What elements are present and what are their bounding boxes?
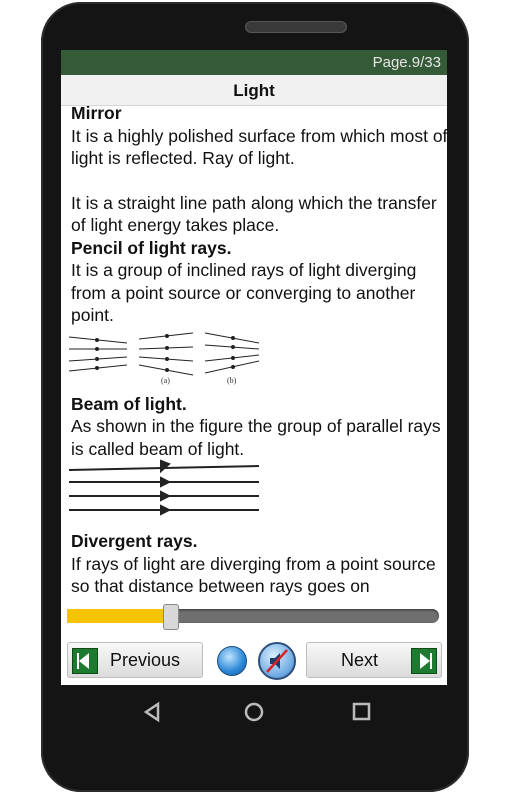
text-divergent: If rays of light are diverging from a point source so that distance between rays goes on bbox=[71, 553, 436, 596]
heading-pencil: Pencil of light rays. bbox=[71, 237, 232, 258]
next-arrow-icon bbox=[411, 648, 437, 674]
heading-mirror: Mirror bbox=[71, 103, 122, 123]
heading-divergent: Divergent rays. bbox=[71, 531, 198, 551]
page-title: Light bbox=[61, 75, 447, 106]
heading-beam: Beam of light. bbox=[71, 393, 187, 414]
text-ray-of-light: It is a straight line path along which the transfer of light energy takes place. bbox=[71, 192, 437, 235]
text-mirror: It is a highly polished surface from which most of light is reflected. Ray of light. bbox=[71, 125, 448, 168]
text-pencil: It is a group of inclined rays of light diverging from a point source or converging to another point. bbox=[71, 260, 417, 325]
app-screen bbox=[61, 50, 447, 685]
home-icon[interactable] bbox=[246, 704, 262, 720]
back-icon[interactable] bbox=[146, 704, 158, 720]
globe-icon[interactable] bbox=[217, 646, 247, 676]
beam-of-light-figure bbox=[69, 464, 269, 522]
status-bar bbox=[61, 50, 447, 75]
figure-label-b: (b) bbox=[227, 375, 237, 385]
system-navigation-bar bbox=[61, 685, 447, 740]
progress-fill bbox=[67, 609, 167, 623]
text-beam: As shown in the figure the group of parallel rays is called beam of light. bbox=[71, 416, 441, 459]
speaker-grille bbox=[245, 21, 347, 33]
previous-label: Previous bbox=[110, 650, 181, 670]
slider-thumb[interactable] bbox=[163, 604, 179, 630]
page-indicator: Page.9/33 bbox=[372, 54, 441, 71]
previous-arrow-icon bbox=[72, 648, 98, 674]
next-button[interactable] bbox=[306, 642, 442, 678]
page-progress-slider[interactable] bbox=[67, 609, 439, 623]
bottom-controls bbox=[61, 598, 447, 685]
next-label: Next bbox=[341, 650, 379, 670]
sound-off-icon[interactable] bbox=[258, 642, 296, 680]
previous-button[interactable] bbox=[67, 642, 203, 678]
reading-content[interactable] bbox=[61, 103, 448, 598]
recents-icon[interactable] bbox=[354, 704, 369, 719]
figure-label-a: (a) bbox=[161, 375, 170, 385]
pencil-of-rays-figure bbox=[69, 331, 269, 385]
